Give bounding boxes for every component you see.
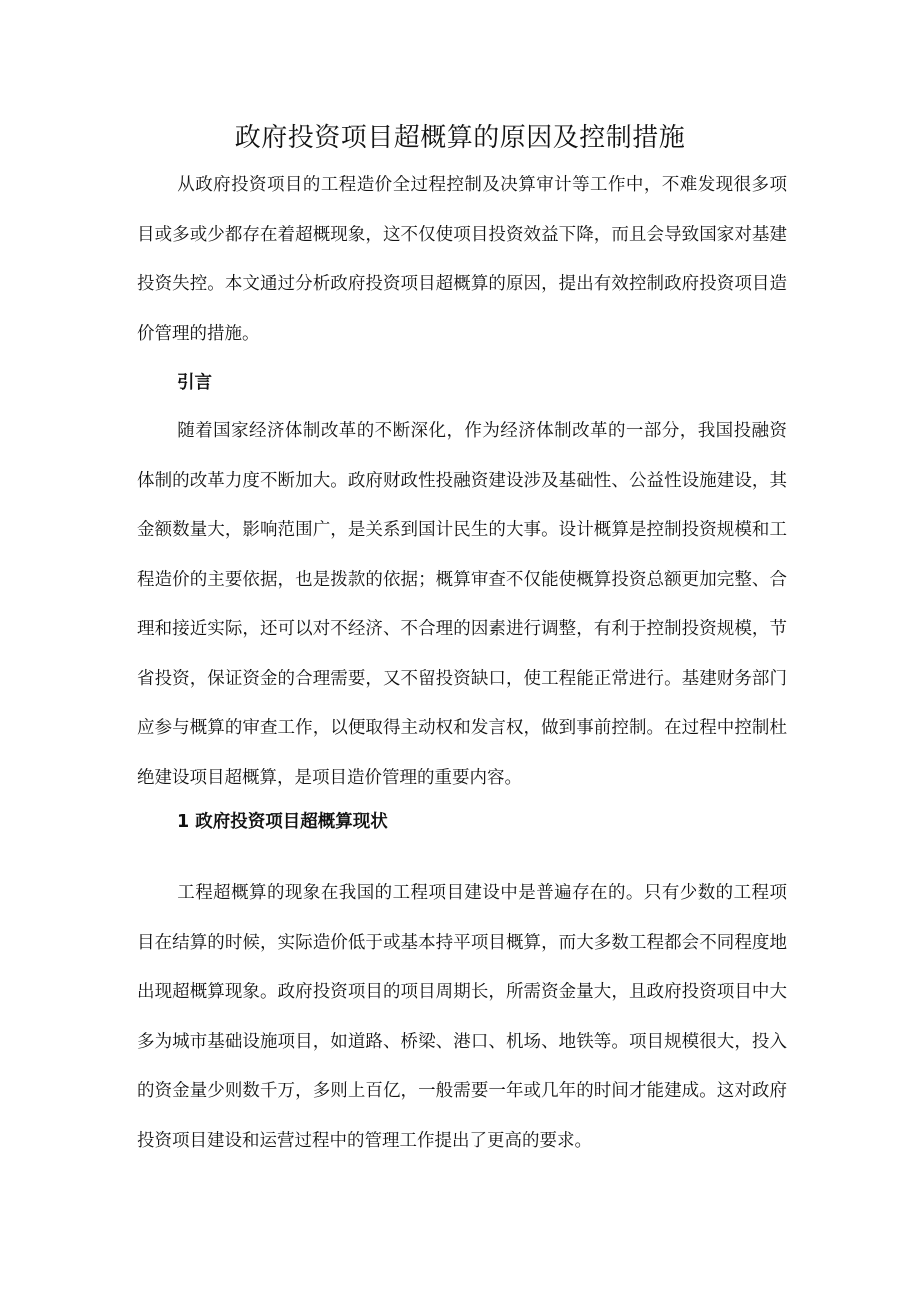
section-body-current-status: 工程超概算的现象在我国的工程项目建设中是普遍存在的。只有少数的工程项目在结算的时候，实际造价低于或基本持平项目概算，而大多数工程都会不同程度地出现超概算现象。政府投资项目的项目周期长，所需资金量大，且政府投资项目中大多为城市基础设施项目，如道路、桥梁、港口、机场、地铁等。项目规模很大，投入的资金量少则数千万，多则上百亿，一般需要一年或几年的时间才能建成。这对政府投资项目建设和运营过程中的管理工作提出了更高的要求。 <box>137 883 787 1151</box>
section-body-introduction: 随着国家经济体制改革的不断深化，作为经济体制改革的一部分，我国投融资体制的改革力度不断加大。政府财政性投融资建设涉及基础性、公益性设施建设，其金额数量大，影响范围广，是关系到国计民生的大事。设计概算是控制投资规模和工程造价的主要依据，也是拨款的依据；概算审查不仅能使概算投资总额更加完整、合理和接近实际，还可以对不经济、不合理的因素进行调整，有利于控制投资规模，节省投资，保证资金的合理需要，又不留投资缺口，使工程能正常进行。基建财务部门应参与概算的审查工作，以便取得主动权和发言权，做到事前控制。在过程中控制杜绝建设项目超概算，是项目造价管理的重要内容。 <box>137 421 787 788</box>
abstract-paragraph: 从政府投资项目的工程造价全过程控制及决算审计等工作中，不难发现很多项目或多或少都存在着超概现象，这不仅使项目投资效益下降，而且会导致国家对基建投资失控。本文通过分析政府投资项目超概算的原因，提出有效控制政府投资项目造价管理的措施。 <box>137 175 787 344</box>
page-title: 政府投资项目超概算的原因及控制措施 <box>234 123 686 153</box>
section-heading-introduction: 引言 <box>177 373 212 393</box>
section-heading-current-status: 1 政府投资项目超概算现状 <box>177 812 388 832</box>
